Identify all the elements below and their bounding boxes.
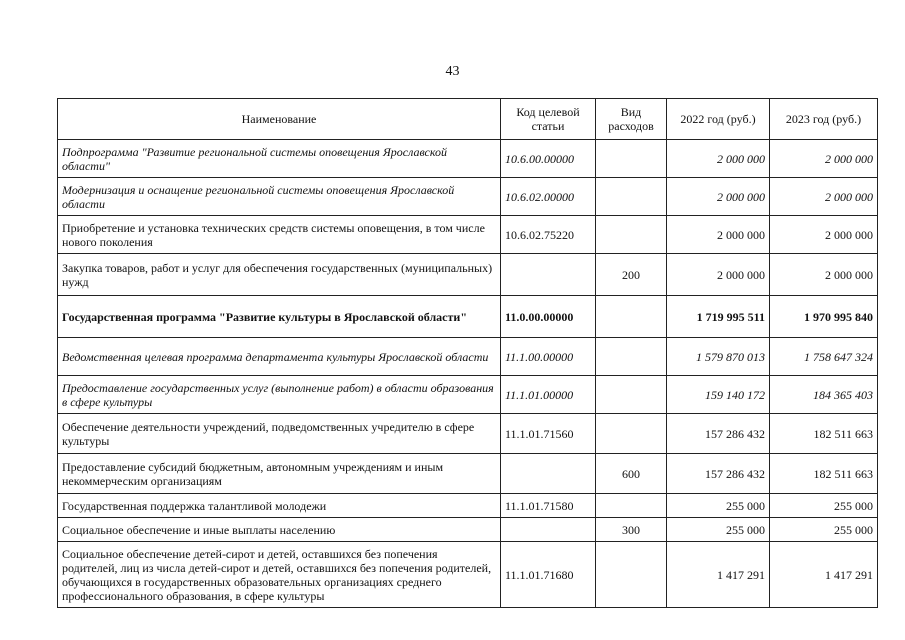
cell-2023: 255 000	[770, 518, 878, 542]
cell-code: 11.1.01.00000	[501, 376, 596, 414]
header-name: Наименование	[58, 99, 501, 140]
header-2023: 2023 год (руб.)	[770, 99, 878, 140]
cell-2023: 2 000 000	[770, 140, 878, 178]
cell-type	[596, 178, 667, 216]
cell-2023: 255 000	[770, 494, 878, 518]
cell-2023: 2 000 000	[770, 254, 878, 296]
cell-code: 10.6.02.00000	[501, 178, 596, 216]
budget-table	[57, 98, 878, 608]
cell-code: 11.1.01.71580	[501, 494, 596, 518]
cell-name: Ведомственная целевая программа департамента культуры Ярославской области	[58, 338, 501, 376]
cell-2022: 1 719 995 511	[667, 296, 770, 338]
cell-2022: 2 000 000	[667, 140, 770, 178]
cell-2022: 2 000 000	[667, 178, 770, 216]
cell-name: Государственная поддержка талантливой молодежи	[58, 494, 501, 518]
cell-name: Предоставление субсидий бюджетным, автономным учреждениям и иным некоммерческим организациям	[58, 454, 501, 494]
table-body	[58, 140, 878, 608]
cell-2023: 184 365 403	[770, 376, 878, 414]
page-number: 43	[445, 64, 460, 79]
cell-name: Модернизация и оснащение региональной системы оповещения Ярославской области	[58, 178, 501, 216]
header-code: Код целевой статьи	[501, 99, 596, 140]
cell-type	[596, 140, 667, 178]
cell-name: Подпрограмма "Развитие региональной системы оповещения Ярославской области"	[58, 140, 501, 178]
cell-type: 600	[596, 454, 667, 494]
cell-2022: 1 417 291	[667, 542, 770, 608]
cell-type	[596, 542, 667, 608]
cell-type: 300	[596, 518, 667, 542]
cell-2022: 159 140 172	[667, 376, 770, 414]
cell-name: Закупка товаров, работ и услуг для обеспечения государственных (муниципальных) нужд	[58, 254, 501, 296]
cell-code: 11.0.00.00000	[501, 296, 596, 338]
cell-2023: 2 000 000	[770, 216, 878, 254]
cell-type	[596, 494, 667, 518]
cell-2022: 255 000	[667, 494, 770, 518]
table-row	[58, 178, 878, 216]
cell-code: 11.1.01.71680	[501, 542, 596, 608]
table-row	[58, 414, 878, 454]
cell-type	[596, 414, 667, 454]
table-row	[58, 216, 878, 254]
cell-type	[596, 338, 667, 376]
table-row	[58, 254, 878, 296]
cell-2022: 2 000 000	[667, 254, 770, 296]
cell-type	[596, 376, 667, 414]
cell-2023: 2 000 000	[770, 178, 878, 216]
table-row	[58, 518, 878, 542]
table-row	[58, 494, 878, 518]
cell-type	[596, 296, 667, 338]
table-row	[58, 542, 878, 608]
header-2022: 2022 год (руб.)	[667, 99, 770, 140]
cell-2022: 157 286 432	[667, 454, 770, 494]
cell-code: 11.1.01.71560	[501, 414, 596, 454]
table-row	[58, 140, 878, 178]
cell-2022: 2 000 000	[667, 216, 770, 254]
cell-type	[596, 216, 667, 254]
cell-name: Социальное обеспечение детей-сирот и детей, оставшихся без попечения родителей, лиц из числа детей-сирот и детей, оставшихся без попечения родителей, обучающихся в государственных образовательных организациях среднего профессионального образования, в сфере культуры	[58, 542, 501, 608]
header-type: Вид расходов	[596, 99, 667, 140]
cell-name: Государственная программа "Развитие культуры в Ярославской области"	[58, 296, 501, 338]
cell-code	[501, 454, 596, 494]
table-row	[58, 296, 878, 338]
cell-2022: 1 579 870 013	[667, 338, 770, 376]
cell-2023: 182 511 663	[770, 414, 878, 454]
table-row	[58, 376, 878, 414]
cell-2023: 1 970 995 840	[770, 296, 878, 338]
cell-2023: 1 417 291	[770, 542, 878, 608]
cell-2023: 1 758 647 324	[770, 338, 878, 376]
cell-code	[501, 518, 596, 542]
cell-code: 10.6.00.00000	[501, 140, 596, 178]
cell-2022: 255 000	[667, 518, 770, 542]
cell-2022: 157 286 432	[667, 414, 770, 454]
cell-name: Предоставление государственных услуг (выполнение работ) в области образования в сфере культуры	[58, 376, 501, 414]
cell-name: Приобретение и установка технических средств системы оповещения, в том числе нового поколения	[58, 216, 501, 254]
table-row	[58, 454, 878, 494]
table-row	[58, 338, 878, 376]
cell-2023: 182 511 663	[770, 454, 878, 494]
table-header-row	[58, 99, 878, 140]
cell-code: 11.1.00.00000	[501, 338, 596, 376]
cell-code: 10.6.02.75220	[501, 216, 596, 254]
cell-code	[501, 254, 596, 296]
cell-name: Социальное обеспечение и иные выплаты населению	[58, 518, 501, 542]
cell-type: 200	[596, 254, 667, 296]
cell-name: Обеспечение деятельности учреждений, подведомственных учредителю в сфере культуры	[58, 414, 501, 454]
